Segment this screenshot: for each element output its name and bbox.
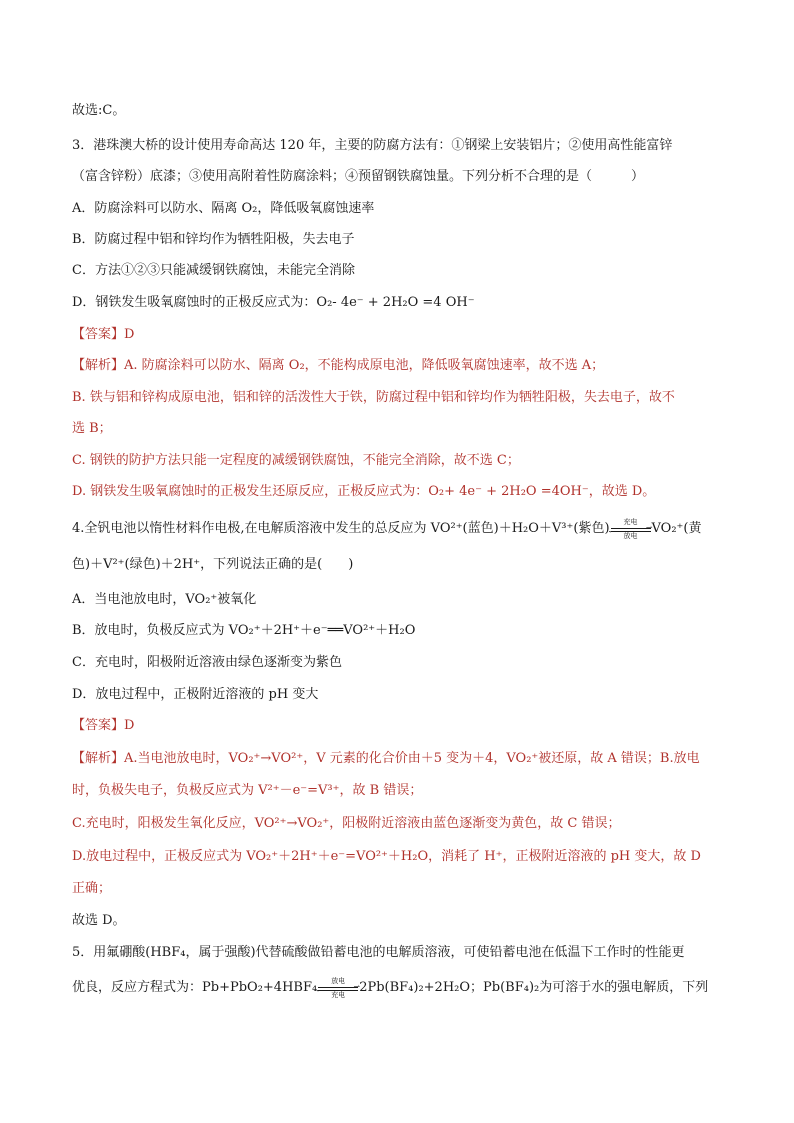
arrow-label-bottom: 放电 <box>623 531 638 540</box>
question-3-analysis-d: D. 钢铁发生吸氧腐蚀时的正极发生还原反应，正极反应式为：O₂+ 4e⁻ + 2H₂O =4OH⁻，故选 D。 <box>72 484 656 499</box>
arrow-label-top: 放电 <box>331 976 346 985</box>
question-4-analysis-4: D.放电过程中，正极反应式为 VO₂⁺＋2H⁺＋e⁻=VO²⁺＋H₂O，消耗了 H⁺，正极附近溶液的 pH 变大，故 D <box>72 849 701 864</box>
question-4-option-c: C．充电时，阳极附近溶液由绿色逐渐变为紫色 <box>72 655 342 670</box>
question-5-stem: 5．用氟硼酸(HBF₄，属于强酸)代替硫酸做铅蓄电池的电解质溶液，可使铅蓄电池在低温下工作时的性能更 <box>72 945 685 960</box>
question-4-option-a: A．当电池放电时，VO₂⁺被氧化 <box>72 592 257 607</box>
question-4-option-b: B．放电时，负极反应式为 VO₂⁺＋2H⁺＋e⁻══VO²⁺＋H₂O <box>72 623 416 638</box>
question-3-option-c: C．方法①②③只能减缓钢铁腐蚀，未能完全消除 <box>72 263 355 278</box>
question-3-option-d: D．钢铁发生吸氧腐蚀时的正极反应式为：O₂- 4e⁻ + 2H₂O =4 OH⁻ <box>72 295 475 310</box>
question-4-stem <box>72 519 726 539</box>
question-4-stem-product: VO₂⁺(黄 <box>651 521 702 536</box>
question-3-stem: 3．港珠澳大桥的设计使用寿命高达 120 年，主要的防腐方法有：①钢梁上安装铝片；②使用高性能富锌 <box>72 138 673 153</box>
reversible-arrow-icon: 放电 ⇀ ↽ 充电 <box>316 976 361 999</box>
question-4-stem-text: 4.全钒电池以惰性材料作电极,在电解质溶液中发生的总反应为 VO²⁺(蓝色)＋H₂O＋V³⁺(紫色) <box>72 521 610 536</box>
question-3-analysis-a: 【解析】A. 防腐涂料可以防水、隔离 O₂，不能构成原电池，降低吸氧腐蚀速率，故不选 A； <box>72 358 605 373</box>
arrow-label-bottom: 充电 <box>331 990 346 999</box>
question-3-analysis-b: B. 铁与铝和锌构成原电池，铝和锌的活泼性大于铁，防腐过程中铝和锌均作为牺牲阳极，失去电子，故不 <box>72 390 675 405</box>
question-3-option-a: A．防腐涂料可以防水、隔离 O₂，降低吸氧腐蚀速率 <box>72 201 375 216</box>
text-line: 故选:C。 <box>72 103 126 118</box>
question-4-stem-cont: 色)＋V²⁺(绿色)＋2H⁺，下列说法正确的是( ) <box>72 557 354 572</box>
question-4-conclusion: 故选 D。 <box>72 913 126 928</box>
question-4-answer: 【答案】D <box>72 718 135 733</box>
question-4-analysis-5: 正确； <box>72 881 112 896</box>
question-5-equation-right: 2Pb(BF₄)₂+2H₂O；Pb(BF₄)₂为可溶于水的强电解质，下列 <box>359 980 709 995</box>
question-3-analysis-b-cont: 选 B； <box>72 421 112 436</box>
question-5-stem-cont <box>72 978 726 998</box>
question-4-analysis-3: C.充电时，阳极发生氧化反应，VO²⁺→VO₂⁺，阳极附近溶液由蓝色逐渐变为黄色，故 C 错误； <box>72 816 621 831</box>
question-3-analysis-c: C. 钢铁的防护方法只能一定程度的减缓钢铁腐蚀，不能完全消除，故不选 C； <box>72 453 520 468</box>
question-3-stem-cont: （富含锌粉）底漆；③使用高附着性防腐涂料；④预留钢铁腐蚀量。下列分析不合理的是（ ） <box>72 169 645 184</box>
question-4-option-d: D．放电过程中，正极附近溶液的 pH 变大 <box>72 687 319 702</box>
question-3-option-b: B．防腐过程中铝和锌均作为牺牲阳极，失去电子 <box>72 232 355 247</box>
reversible-arrow-icon: 充电 ⇀ ↽ 放电 <box>608 517 653 540</box>
arrow-label-top: 充电 <box>623 517 638 526</box>
question-4-analysis-1: 【解析】A.当电池放电时，VO₂⁺→VO²⁺，V 元素的化合价由＋5 变为＋4，VO₂⁺被还原，故 A 错误；B.放电 <box>72 751 700 766</box>
question-3-answer: 【答案】D <box>72 327 135 342</box>
question-5-equation-left: 优良，反应方程式为：Pb+PbO₂+4HBF₄ <box>72 980 318 995</box>
question-4-analysis-2: 时，负极失电子，负极反应式为 V²⁺－e⁻=V³⁺，故 B 错误； <box>72 783 423 798</box>
